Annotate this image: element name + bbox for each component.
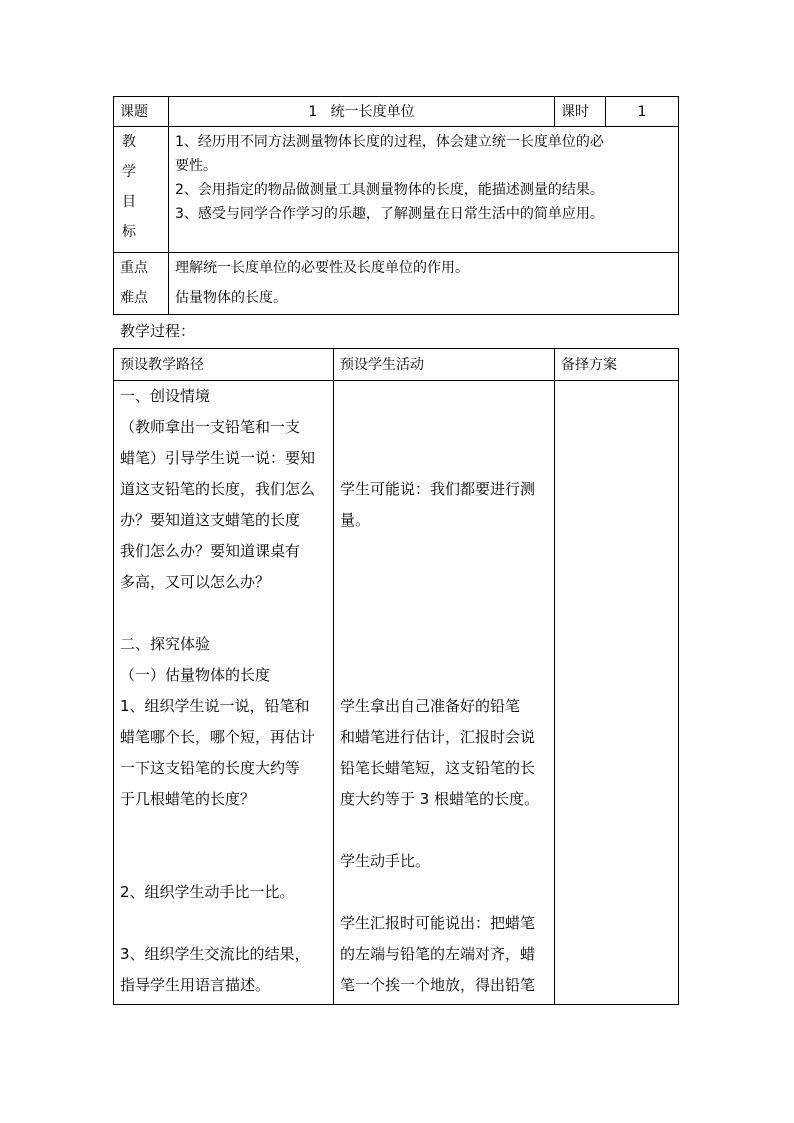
route-line: 我们怎么办？要知道课桌有 [120,542,301,560]
goal-line: 1、经历用不同方法测量物体长度的过程，体会建立统一长度单位的必 [175,134,604,150]
process-body-row [114,381,679,1005]
route-line: 2、组织学生动手比一比。 [120,883,295,901]
activity-line [340,815,548,846]
activity-line [340,877,548,908]
topic-label: 课题 [114,97,169,127]
activity-line [340,598,548,629]
header-route: 预设教学路径 [114,349,334,381]
route-line: 于几根蜡笔的长度？ [120,790,256,808]
key-points-row [114,253,679,315]
header-activity: 预设学生活动 [334,349,555,381]
period-label: 课时 [555,97,606,127]
key-points-content [169,253,679,315]
topic-row [114,97,679,127]
route-line: 二、探究体验 [120,635,211,653]
route-column [114,381,334,1005]
activity-line: 和蜡笔进行估计，汇报时会说 [340,728,536,746]
goal-line: 3、感受与同学合作学习的乐趣，了解测量在日常生活中的简单应用。 [175,206,604,222]
goal-line: 2、会用指定的物品做测量工具测量物体的长度，能描述测量的结果。 [175,182,604,198]
activity-line: 学生拿出自己准备好的铅笔 [340,697,521,715]
activity-line: 铅笔长蜡笔短，这支铅笔的长 [340,759,536,777]
process-table [113,348,679,1005]
goals-label-char: 标 [122,224,136,240]
route-line: 一下这支铅笔的长度大约等 [120,759,301,777]
goals-label-char: 学 [122,164,136,180]
lesson-info-table [113,96,679,315]
goals-label-char: 教 [122,134,136,150]
activity-line [340,629,548,660]
route-line: （教师拿出一支铅笔和一支 [120,418,301,436]
difficulty-label: 难点 [120,290,148,306]
activity-line [340,443,548,474]
activity-line [340,536,548,567]
period-value: 1 [606,97,679,127]
alternative-column [555,381,679,1005]
goal-line: 要性。 [175,158,217,174]
route-line: （一）估量物体的长度 [120,666,271,684]
route-line [120,598,327,629]
activity-line: 笔一个挨一个地放，得出铅笔 [340,976,536,994]
goals-content [169,127,679,253]
activity-line: 度大约等于 3 根蜡笔的长度。 [340,790,540,808]
key-point-text: 理解统一长度单位的必要性及长度单位的作用。 [175,260,469,276]
route-line: 蜡笔）引导学生说一说：要知 [120,449,316,467]
activity-line [340,381,548,412]
process-header-row [114,349,679,381]
header-alternative: 备择方案 [555,349,679,381]
activity-line: 量。 [340,511,371,529]
route-line: 蜡笔哪个长，哪个短，再估计 [120,728,316,746]
activity-line: 学生动手比。 [340,852,431,870]
activity-line: 学生可能说：我们都要进行测 [340,480,536,498]
route-line: 多高，又可以怎么办？ [120,573,271,591]
activity-column [334,381,555,1005]
route-line: 办？要知道这支蜡笔的长度 [120,511,301,529]
goals-row [114,127,679,253]
route-line: 一、创设情境 [120,387,211,405]
route-line: 1、组织学生说一说，铅笔和 [120,697,310,715]
activity-line [340,412,548,443]
process-heading: 教学过程： [120,322,196,340]
route-line: 道这支铅笔的长度，我们怎么 [120,480,316,498]
route-line: 指导学生用语言描述。 [120,976,271,994]
key-label: 重点 [120,260,148,276]
goals-label [114,127,169,253]
route-line [120,815,327,846]
activity-line: 学生汇报时可能说出：把蜡笔 [340,914,536,932]
topic-value: 1 统一长度单位 [169,97,555,127]
goals-label-char: 目 [122,194,136,210]
key-points-label [114,253,169,315]
difficulty-text: 估量物体的长度。 [175,290,287,306]
route-line: 3、组织学生交流比的结果， [120,945,310,963]
route-line [120,846,327,877]
activity-line [340,660,548,691]
route-line [120,908,327,939]
activity-line [340,567,548,598]
activity-line: 的左端与铅笔的左端对齐，蜡 [340,945,536,963]
